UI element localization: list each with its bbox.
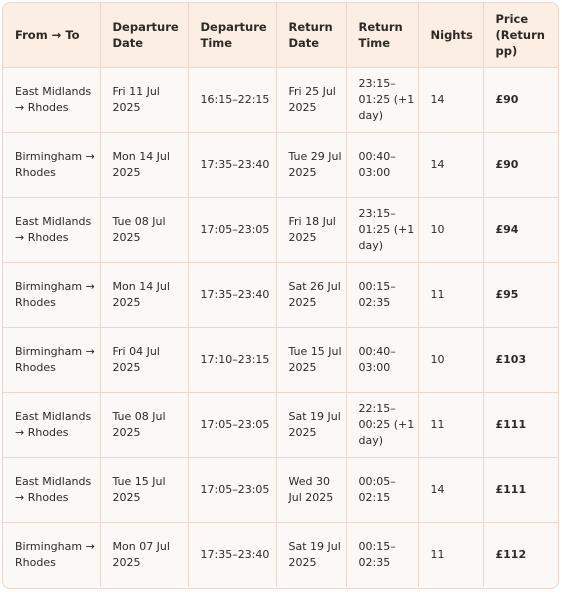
header-return-date: Return Date [276,3,346,67]
cell-departure-time: 17:35–23:40 [188,132,276,197]
header-nights: Nights [418,3,483,67]
table-row [3,67,558,132]
header-return-time: Return Time [346,3,418,67]
table-row [3,197,558,262]
table-row [3,392,558,457]
cell-departure-date: Fri 11 Jul 2025 [100,67,188,132]
cell-departure-time: 17:05–23:05 [188,197,276,262]
table-row [3,457,558,522]
cell-departure-date: Mon 14 Jul 2025 [100,262,188,327]
cell-nights: 11 [418,262,483,327]
cell-price: £95 [483,262,558,327]
cell-return-date: Sat 26 Jul 2025 [276,262,346,327]
cell-return-date: Wed 30 Jul 2025 [276,457,346,522]
cell-route: East Midlands → Rhodes [3,197,100,262]
cell-return-time: 00:40–03:00 [346,327,418,392]
cell-departure-time: 17:35–23:40 [188,262,276,327]
table-row [3,262,558,327]
cell-return-time: 00:40–03:00 [346,132,418,197]
cell-return-date: Sat 19 Jul 2025 [276,392,346,457]
cell-route: Birmingham → Rhodes [3,327,100,392]
table-row [3,132,558,197]
cell-price: £94 [483,197,558,262]
cell-return-date: Fri 18 Jul 2025 [276,197,346,262]
cell-departure-date: Mon 14 Jul 2025 [100,132,188,197]
cell-price: £111 [483,392,558,457]
flight-deals-table-container [2,2,559,589]
cell-return-time: 23:15–01:25 (+1 day) [346,197,418,262]
cell-return-time: 22:15–00:25 (+1 day) [346,392,418,457]
cell-route: East Midlands → Rhodes [3,392,100,457]
cell-departure-time: 17:10–23:15 [188,327,276,392]
cell-route: Birmingham → Rhodes [3,522,100,587]
cell-departure-time: 17:05–23:05 [188,392,276,457]
cell-return-time: 23:15–01:25 (+1 day) [346,67,418,132]
cell-price: £103 [483,327,558,392]
cell-departure-date: Mon 07 Jul 2025 [100,522,188,587]
cell-price: £111 [483,457,558,522]
cell-nights: 14 [418,132,483,197]
cell-nights: 10 [418,197,483,262]
table-header-row [3,3,558,67]
table-row [3,327,558,392]
cell-route: East Midlands → Rhodes [3,457,100,522]
cell-nights: 14 [418,457,483,522]
cell-departure-date: Fri 04 Jul 2025 [100,327,188,392]
cell-route: Birmingham → Rhodes [3,132,100,197]
cell-price: £90 [483,132,558,197]
cell-nights: 10 [418,327,483,392]
cell-departure-time: 17:35–23:40 [188,522,276,587]
header-departure-time: Departure Time [188,3,276,67]
cell-nights: 14 [418,67,483,132]
cell-nights: 11 [418,522,483,587]
cell-return-time: 00:05–02:15 [346,457,418,522]
cell-return-date: Sat 19 Jul 2025 [276,522,346,587]
cell-return-date: Tue 15 Jul 2025 [276,327,346,392]
cell-return-time: 00:15–02:35 [346,262,418,327]
cell-price: £112 [495,547,527,561]
cell-departure-date: Tue 15 Jul 2025 [100,457,188,522]
cell-departure-date: Tue 08 Jul 2025 [100,392,188,457]
cell-departure-time: 17:05–23:05 [188,457,276,522]
cell-departure-time: 16:15–22:15 [188,67,276,132]
cell-return-time: 00:15–02:35 [346,522,418,587]
header-price: Price (Return pp) [483,3,558,67]
cell-return-date: Fri 25 Jul 2025 [276,67,346,132]
cell-route: East Midlands → Rhodes [3,67,100,132]
table-row [3,522,558,587]
flight-deals-table [3,3,558,587]
cell-departure-date: Tue 08 Jul 2025 [100,197,188,262]
cell-return-date: Tue 29 Jul 2025 [276,132,346,197]
cell-route: Birmingham → Rhodes [3,262,100,327]
header-departure-date: Departure Date [100,3,188,67]
header-route: From → To [3,3,100,67]
cell-price: £90 [483,67,558,132]
cell-nights: 11 [418,392,483,457]
